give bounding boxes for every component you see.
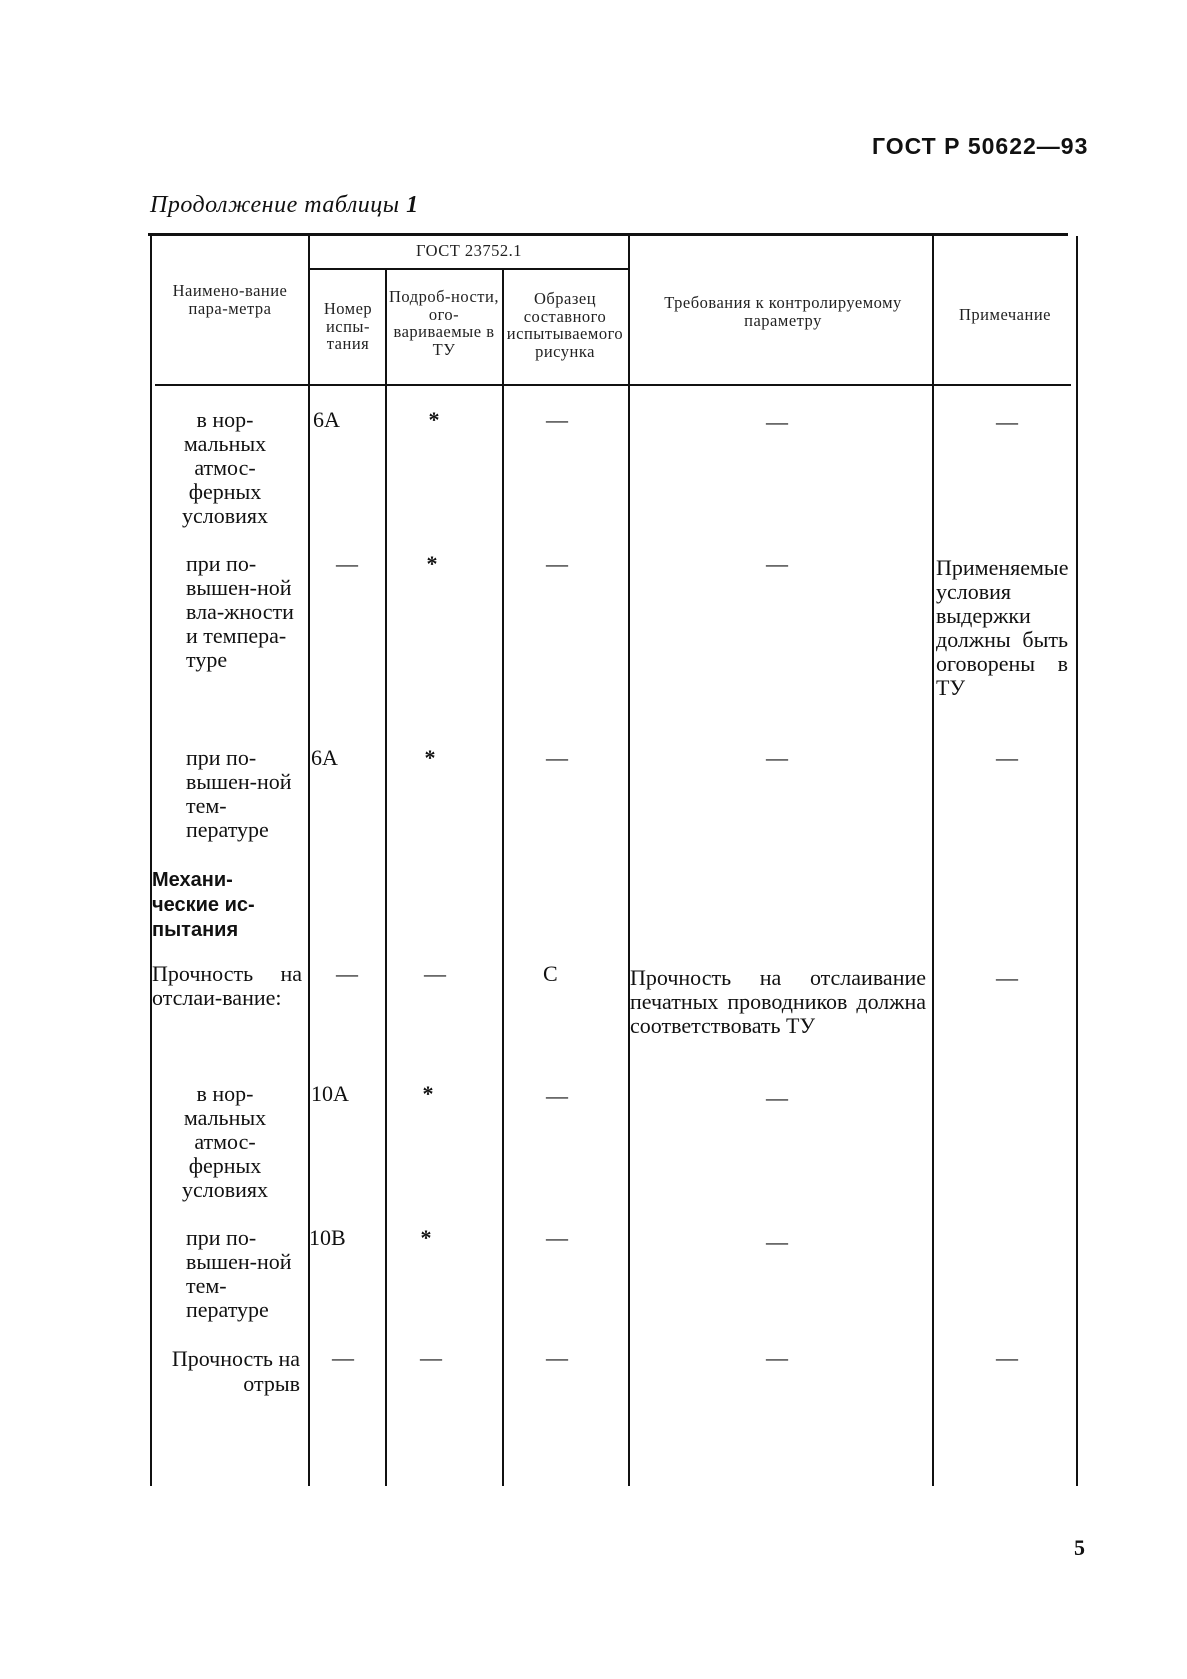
row-7-param: при по-вышен-ной тем-пературе <box>186 1225 292 1322</box>
header-requirements: Требования к контролируемому параметру <box>664 293 902 330</box>
row-7-sample: — <box>546 1225 568 1250</box>
row-1-requirements: — <box>766 409 788 434</box>
col-divider-2 <box>385 269 387 1486</box>
header-sample: Образец составного испытываемого рисунка <box>506 289 624 361</box>
row-8-param: Прочность на отрыв <box>171 1346 300 1396</box>
header-gost-group: ГОСТ 23752.1 <box>415 241 523 260</box>
caption-prefix: Продолжение таблицы <box>150 192 400 218</box>
header-note: Примечание <box>959 305 1051 324</box>
row-1-test-no: 6А <box>313 407 340 432</box>
header-details: Подроб-ности, ого-вариваемые в ТУ <box>389 287 499 359</box>
header-param: Наимено-вание пара-метра <box>172 281 288 318</box>
row-8-details: — <box>420 1345 442 1370</box>
table-right-border <box>1076 236 1078 1486</box>
row-8-test-no: — <box>332 1345 354 1370</box>
col-divider-5 <box>932 236 934 1486</box>
row-5-test-no: — <box>336 961 358 986</box>
page-number: 5 <box>1074 1535 1085 1560</box>
row-3-test-no: 6А <box>311 745 338 770</box>
row-5-param: Прочность на отслаи-вание: <box>152 961 302 1010</box>
table-caption <box>150 192 419 219</box>
row-3-sample: — <box>546 745 568 770</box>
caption-number: 1 <box>406 192 419 218</box>
row-6-requirements: — <box>766 1085 788 1110</box>
col-divider-4 <box>628 236 630 1486</box>
row-3-note: — <box>996 745 1018 770</box>
row-6-param: в нор-мальных атмос-ферных условиях <box>181 1081 269 1202</box>
row-2-sample: — <box>546 551 568 576</box>
col-divider-1 <box>308 236 310 1486</box>
row-1-note: — <box>996 409 1018 434</box>
col-divider-3 <box>502 269 504 1486</box>
row-1-param: в нор-мальных атмос-ферных условиях <box>181 407 269 528</box>
row-3-requirements: — <box>766 745 788 770</box>
row-1-sample: — <box>546 407 568 432</box>
row-5-requirements: Прочность на отслаивание печатных проводников должна соответствовать ТУ <box>630 965 926 1038</box>
row-6-details: * <box>422 1081 434 1106</box>
row-7-test-no: 10В <box>309 1225 346 1250</box>
row-7-details: * <box>420 1225 432 1250</box>
row-5-note: — <box>996 965 1018 990</box>
row-7-requirements: — <box>766 1229 788 1254</box>
row-5-details: — <box>424 961 446 986</box>
table-left-border <box>150 236 152 1486</box>
row-2-test-no: — <box>336 551 358 576</box>
row-1-details: * <box>428 407 440 432</box>
section-heading-mechanical: Механи-ческие ис-пытания <box>152 869 255 941</box>
header-test-no: Номер испы-тания <box>323 299 373 353</box>
gost-group-rule <box>310 268 628 270</box>
table-top-rule <box>148 233 1068 236</box>
row-8-note: — <box>996 1345 1018 1370</box>
row-5-sample: С <box>543 961 558 986</box>
document-code: ГОСТ Р 50622—93 <box>872 133 1089 159</box>
row-2-note: Применяемые условия выдержки должны быть оговорены в ТУ <box>936 555 1069 700</box>
row-3-details: * <box>424 745 436 770</box>
row-2-param: при по-вышен-ной вла-жности и темпера-туре <box>186 551 294 672</box>
row-2-details: * <box>426 551 438 576</box>
row-6-test-no: 10А <box>311 1081 349 1106</box>
row-8-sample: — <box>546 1345 568 1370</box>
row-3-param: при по-вышен-ной тем-пературе <box>186 745 292 842</box>
row-8-requirements: — <box>766 1345 788 1370</box>
row-6-sample: — <box>546 1083 568 1108</box>
row-2-requirements: — <box>766 551 788 576</box>
